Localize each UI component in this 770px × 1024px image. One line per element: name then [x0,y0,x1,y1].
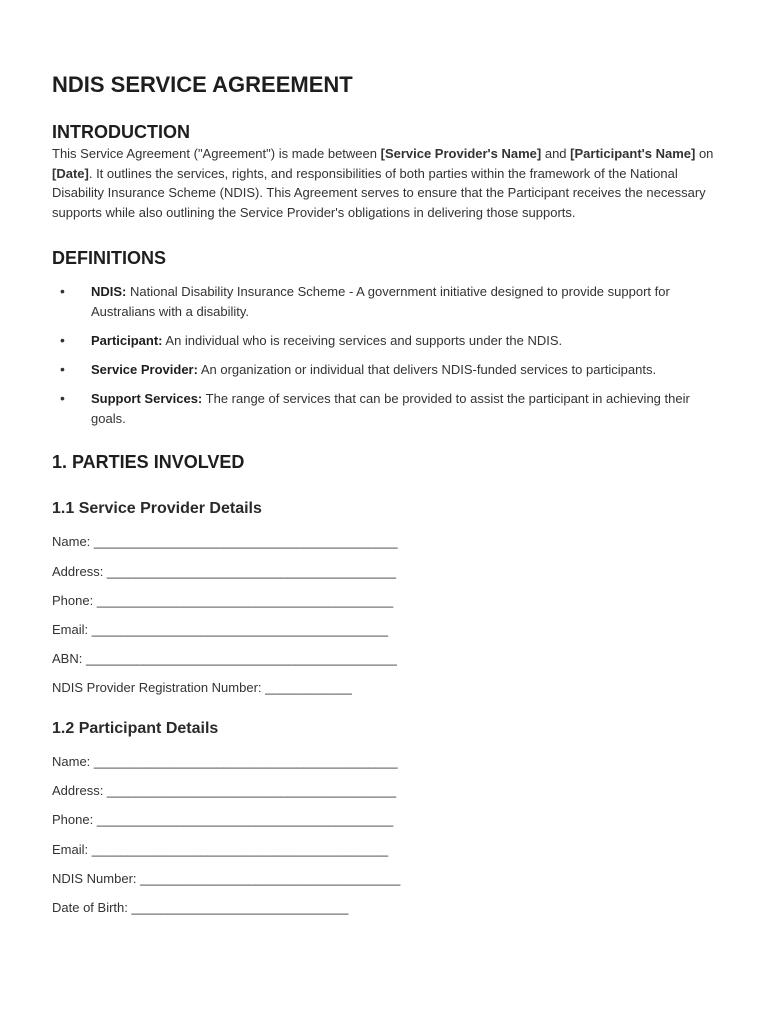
definition-term: Participant: [91,333,163,349]
participant-fields [52,752,730,918]
definition-item [52,360,726,380]
participant-dob-field[interactable]: Date of Birth: ______________________________ [52,899,349,915]
participant-email-field[interactable]: Email: _________________________________________ [52,841,389,857]
provider-phone-field[interactable]: Phone: _________________________________________ [52,592,394,608]
definition-text: The range of services that can be provided to assist the participant in achieving their goals. [91,391,690,426]
provider-email-field[interactable]: Email: _________________________________________ [52,622,389,637]
intro-text: and [541,146,571,161]
definition-text: National Disability Insurance Scheme - A government initiative designed to provide support for Australians with a disability. [91,284,670,319]
introduction-heading: INTRODUCTION [52,122,190,142]
definition-text: An organization or individual that delivers NDIS-funded services to participants. [197,362,657,378]
service-provider-heading: 1.1 Service Provider Details [52,500,262,518]
definitions-list [52,282,730,428]
definition-item [52,389,726,428]
definition-term: NDIS: [91,284,127,300]
participant-ndis-number-field[interactable]: NDIS Number: ____________________________________ [52,870,401,886]
definition-term: Support Services: [91,391,203,407]
definitions-heading: DEFINITIONS [52,248,167,269]
provider-name-placeholder: [Service Provider's Name] [380,146,542,161]
definition-text: An individual who is receiving services and supports under the NDIS. [162,333,563,349]
date-placeholder: [Date] [52,165,89,181]
provider-registration-field[interactable]: NDIS Provider Registration Number: ____________ [52,680,352,696]
participant-phone-field[interactable]: Phone: _________________________________________ [52,812,394,828]
participant-address-field[interactable]: Address: ________________________________________ [52,783,397,799]
definition-term: Service Provider: [91,362,198,378]
parties-heading: 1. PARTIES INVOLVED [52,452,245,473]
bullet-icon: • [60,390,65,407]
document-title: NDIS SERVICE AGREEMENT [52,72,353,97]
bullet-icon: • [60,332,65,349]
intro-text: This Service Agreement ("Agreement") is made between [52,146,381,161]
participant-name-field[interactable]: Name: __________________________________________ [52,753,398,769]
bullet-icon: • [60,283,65,300]
participant-name-placeholder: [Participant's Name] [570,146,696,161]
intro-text: . It outlines the services, rights, and responsibilities of both parties within the framework of the National Disability Insurance Scheme (NDIS). This Agreement serves to ensure that the Participant receives the necessary supports while also outlining the Service Provider's obligations in delivering those supports. [52,165,706,220]
definition-item [52,282,726,321]
participant-heading: 1.2 Participant Details [52,719,219,737]
provider-address-field[interactable]: Address: ________________________________________ [52,563,397,579]
provider-abn-field[interactable]: ABN: ___________________________________________ [52,651,397,667]
provider-name-field[interactable]: Name: __________________________________________ [52,534,398,550]
service-provider-fields [52,532,730,698]
definition-item [52,331,726,351]
bullet-icon: • [60,361,65,378]
introduction-paragraph [52,144,724,222]
intro-text: on [695,146,714,161]
